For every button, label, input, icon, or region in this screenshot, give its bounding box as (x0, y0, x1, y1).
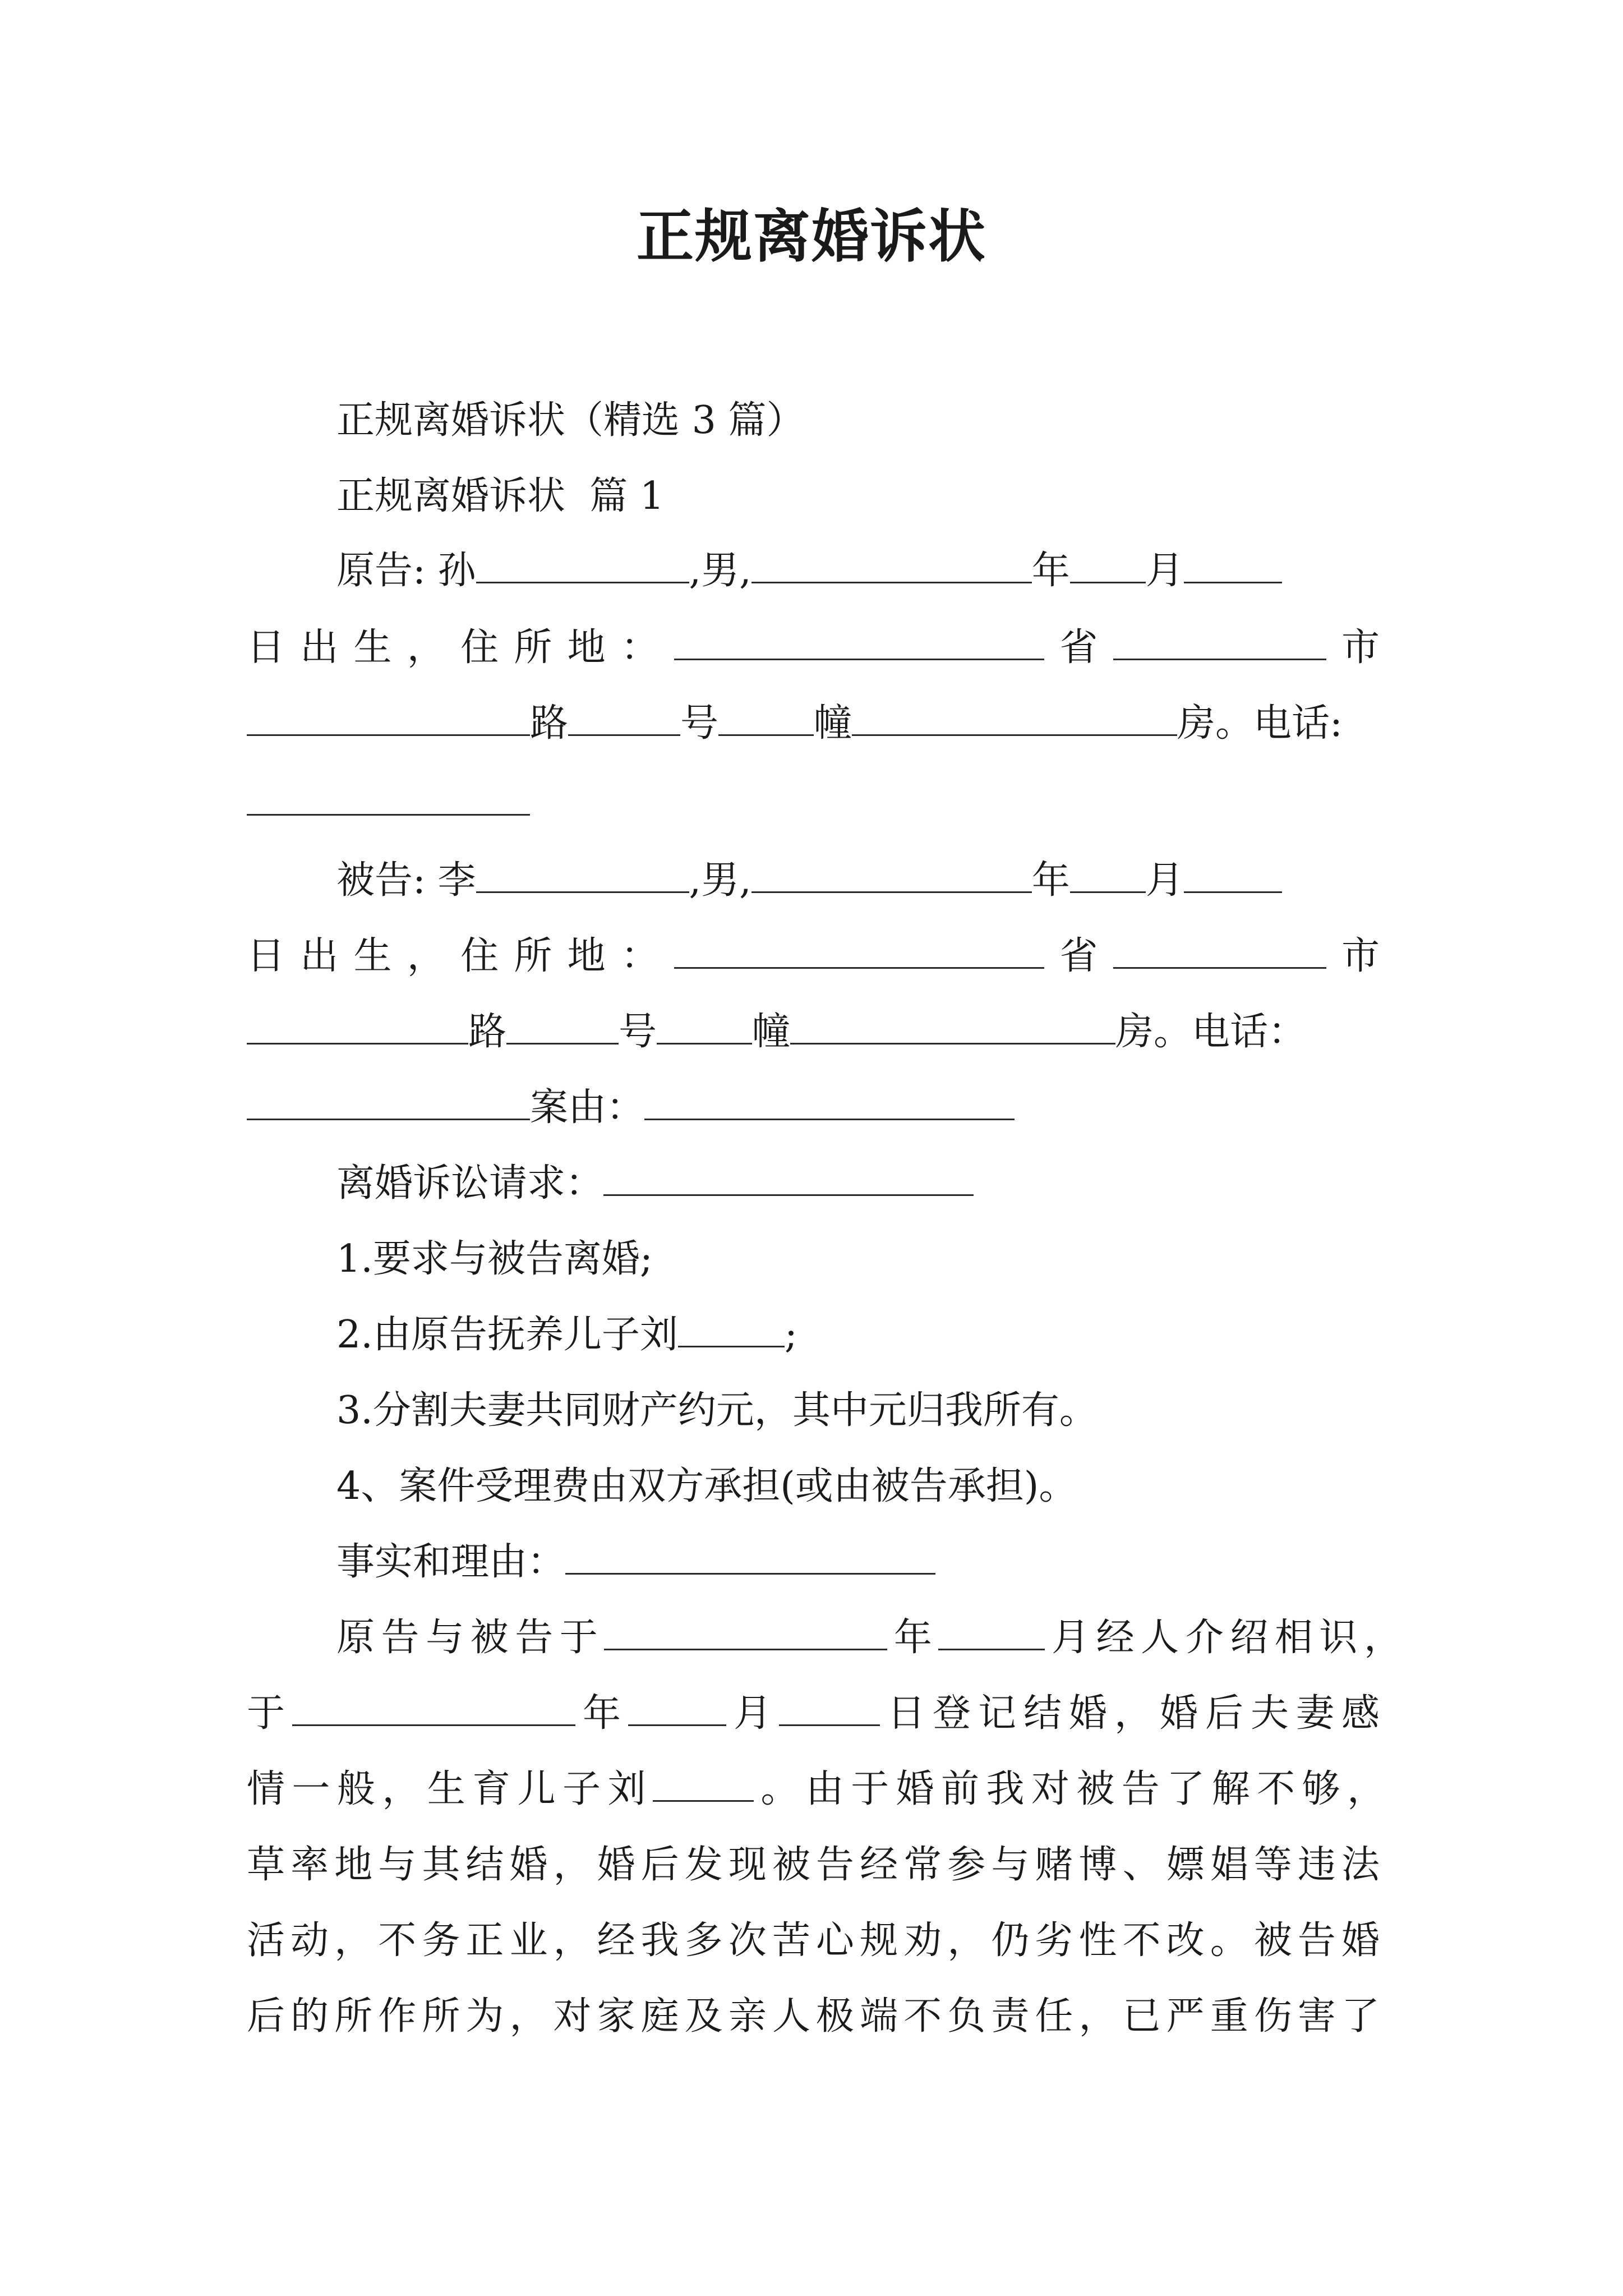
defendant-city-blank (247, 1011, 468, 1045)
claim-item-4: 4、案件受理费由双方承担(或由被告承担)。 (336, 1464, 1077, 1508)
facts-line-2 (247, 1686, 1380, 1742)
plaintiff-born-residence: 日出生，住所地： (247, 625, 675, 670)
facts-l2-d: 日登记结婚，婚后夫妻感 (880, 1691, 1380, 1736)
defendant-month-blank (1070, 860, 1146, 893)
facts-line-1 (336, 1610, 1402, 1666)
defendant-phone-blank (247, 1087, 530, 1120)
claims-heading-line (336, 1156, 974, 1212)
claim-item-2 (336, 1307, 797, 1363)
subtitle: 正规离婚诉状（精选 3 篇） (336, 398, 805, 443)
plaintiff-city-blank (247, 703, 530, 736)
facts-line-6: 后的所作所为，对家庭及亲人极端不负责任，已严重伤害了 (247, 1994, 1380, 2039)
plaintiff-city-label: 市 (1326, 625, 1380, 670)
defendant-name-blank (476, 860, 689, 893)
plaintiff-name-blank (476, 550, 689, 583)
facts-l3-b: 。由于婚前我对被告了解不够， (753, 1767, 1385, 1811)
son-name-blank-2 (653, 1769, 754, 1802)
plaintiff-month-blank (1070, 550, 1146, 583)
claims-blank (603, 1163, 974, 1196)
facts-l1-c: 月经人介绍相识， (1045, 1616, 1402, 1660)
claims-heading: 离婚诉讼请求： (336, 1161, 604, 1205)
defendant-line-3 (247, 1004, 1306, 1060)
plaintiff-road-label: 路 (530, 701, 569, 746)
defendant-building-label: 幢 (752, 1010, 791, 1054)
facts-l2-a: 于 (247, 1691, 292, 1736)
facts-l1-b: 年 (887, 1616, 939, 1660)
meet-year-blank (604, 1617, 887, 1650)
claim-item-2-prefix: 2.由原告抚养儿子刘 (336, 1313, 678, 1357)
claim-item-3: 3.分割夫妻共同财产约元，其中元归我所有。 (336, 1388, 1098, 1433)
plaintiff-phone-blank (247, 783, 530, 816)
facts-l3-a: 情一般，生育儿子刘 (247, 1767, 653, 1811)
facts-heading: 事实和理由： (336, 1540, 566, 1584)
defendant-label: 被告: 李 (336, 858, 476, 903)
plaintiff-road-blank (568, 703, 680, 736)
marry-day-blank (779, 1693, 880, 1726)
claim-item-1: 1.要求与被告离婚; (336, 1237, 653, 1281)
facts-l2-c: 月 (726, 1691, 779, 1736)
plaintiff-building-label: 幢 (814, 701, 852, 746)
plaintiff-line-1 (336, 543, 1282, 599)
defendant-line-1 (336, 853, 1282, 909)
defendant-gender: ,男, (689, 858, 751, 903)
son-name-blank (678, 1314, 785, 1347)
cause-label: 案由： (530, 1085, 645, 1130)
defendant-city-label: 市 (1326, 934, 1380, 978)
plaintiff-number-label: 号 (680, 701, 719, 746)
defendant-province-label: 省 (1044, 934, 1113, 978)
plaintiff-label: 原告: 孙 (336, 549, 476, 593)
defendant-room-phone: 房。电话： (1115, 1010, 1307, 1054)
plaintiff-room-phone: 房。电话: (1177, 701, 1343, 746)
defendant-road-label: 路 (468, 1010, 507, 1054)
defendant-road-blank (506, 1011, 619, 1045)
defendant-month-label: 月 (1145, 858, 1184, 903)
plaintiff-number-blank (718, 703, 814, 736)
plaintiff-province-blank (1113, 627, 1326, 660)
facts-line-3 (247, 1761, 1385, 1818)
page-title: 正规离婚诉状 (637, 203, 986, 270)
marry-month-blank (628, 1693, 726, 1726)
plaintiff-line-3 (247, 696, 1343, 752)
defendant-number-blank (657, 1011, 752, 1045)
facts-blank (565, 1542, 935, 1575)
defendant-line-2 (247, 928, 1380, 984)
defendant-address-blank (674, 936, 1044, 969)
plaintiff-address-blank (674, 627, 1044, 660)
facts-l2-b: 年 (575, 1691, 628, 1736)
marry-year-blank (292, 1693, 575, 1726)
defendant-year-blank (751, 860, 1032, 893)
plaintiff-year-label: 年 (1031, 549, 1070, 593)
defendant-number-label: 号 (619, 1010, 657, 1054)
section-heading: 正规离婚诉状 篇 1 (336, 474, 665, 518)
claim-item-2-suffix: ; (784, 1313, 797, 1357)
defendant-building-blank (790, 1011, 1115, 1045)
defendant-year-label: 年 (1031, 858, 1070, 903)
plaintiff-building-blank (852, 703, 1177, 736)
defendant-line-4 (247, 1080, 1015, 1136)
plaintiff-day-blank (1184, 550, 1282, 583)
plaintiff-month-label: 月 (1145, 549, 1184, 593)
plaintiff-line-2 (247, 620, 1380, 676)
plaintiff-year-blank (751, 550, 1032, 583)
defendant-province-blank (1113, 936, 1326, 969)
plaintiff-province-label: 省 (1044, 625, 1113, 670)
defendant-day-blank (1184, 860, 1282, 893)
facts-l1-a: 原告与被告于 (336, 1616, 605, 1660)
defendant-born-residence: 日出生，住所地： (247, 934, 675, 978)
facts-line-5: 活动，不务正业，经我多次苦心规劝，仍劣性不改。被告婚 (247, 1918, 1380, 1963)
meet-month-blank (938, 1617, 1045, 1650)
plaintiff-gender: ,男, (689, 549, 751, 593)
cause-blank (644, 1087, 1015, 1120)
facts-heading-line (336, 1534, 935, 1590)
facts-line-4: 草率地与其结婚，婚后发现被告经常参与赌博、嫖娼等违法 (247, 1843, 1380, 1887)
